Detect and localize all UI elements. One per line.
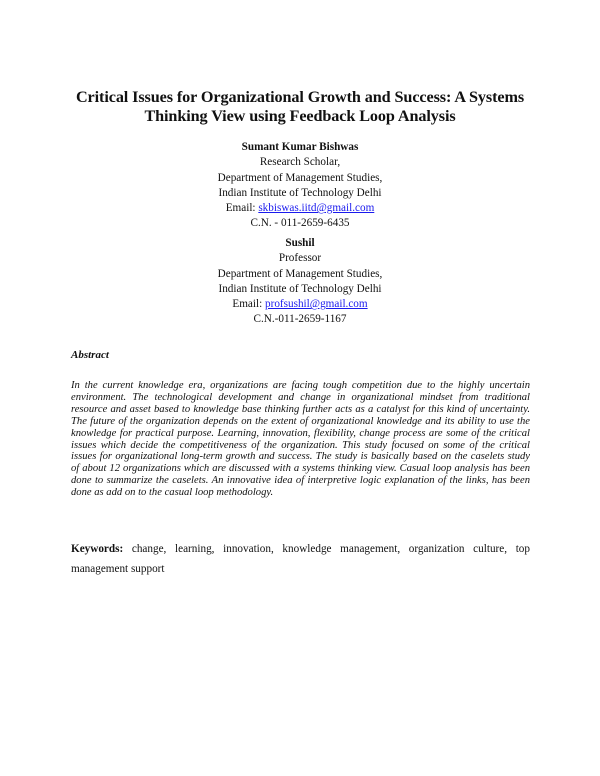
author-role: Research Scholar,	[259, 156, 341, 169]
author-block-1	[100, 140, 500, 232]
abstract-body: In the current knowledge era, organizations are facing tough competition due to the highly uncertain environment. The technological development and change in organizational mindset from traditional resource and asset based to knowledge base thinking further acts as a catalyst for this kind of uncertainty. The future of the organization depends on the extent of organizational knowledge and its ability to use the knowledge for practical purpose. Learning, innovation, flexibility, change process are some of the critical issues which decide the competitiveness of the organization. This study focused on some of the critical issues for organizational long-term growth and success. The study is basically based on the caselets study of about 12 organizations which are discussed with a systems thinking view. Casual loop analysis has been done to summarize the caselets. An innovative idea of interpretive logic explanation of the links, has been done as add on to the casual loop methodology.	[71, 380, 530, 499]
author-institute: Indian Institute of Technology Delhi	[218, 282, 382, 295]
author-institute: Indian Institute of Technology Delhi	[218, 186, 382, 199]
author-department: Department of Management Studies,	[217, 267, 383, 280]
keywords-paragraph	[71, 540, 530, 579]
author-name: Sushil	[285, 237, 315, 249]
email-link[interactable]: profsushil@gmail.com	[265, 298, 368, 311]
keywords-label: Keywords:	[71, 543, 124, 555]
abstract-heading: Abstract	[71, 349, 109, 361]
email-label: Email:	[225, 202, 259, 215]
email-label: Email:	[232, 298, 266, 311]
author-contact: C.N.-011-2659-1167	[253, 313, 347, 326]
author-email-line	[100, 201, 500, 216]
author-block-2	[100, 236, 500, 328]
author-role: Professor	[278, 252, 322, 265]
paper-title: Critical Issues for Organizational Growth and Success: A Systems Thinking View using Feedback Loop Analysis	[75, 88, 525, 125]
author-email-line	[100, 297, 500, 312]
keywords-list: change, learning, innovation, knowledge management, organization culture, top management support	[71, 543, 530, 575]
author-name: Sumant Kumar Bishwas	[241, 141, 359, 153]
email-link[interactable]: skbiswas.iitd@gmail.com	[258, 202, 375, 215]
author-department: Department of Management Studies,	[217, 171, 383, 184]
author-contact: C.N. - 011-2659-6435	[250, 217, 350, 230]
